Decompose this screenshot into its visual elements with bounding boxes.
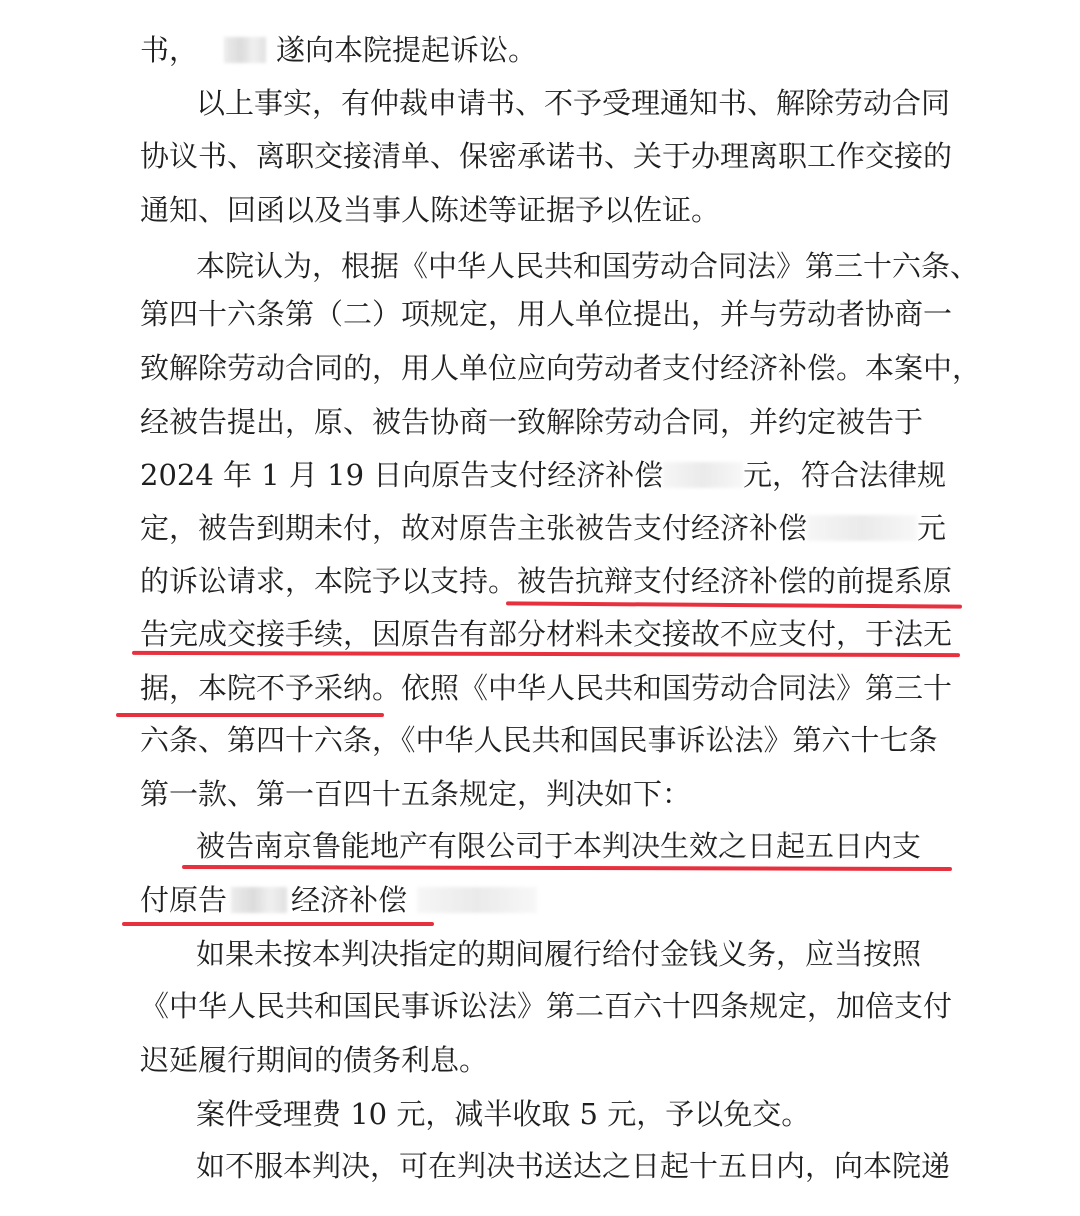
doc-line-11-text: 的诉讼请求，本院予以支持。被告抗辩支付经济补偿的前提系原 (140, 564, 953, 598)
doc-line-4-text: 通知、回函以及当事人陈述等证据予以佐证。 (140, 193, 721, 227)
doc-line-5 (196, 246, 980, 286)
doc-line-15 (140, 774, 946, 814)
doc-line-10 (140, 508, 946, 548)
red-underline (182, 865, 952, 871)
doc-line-7 (140, 348, 982, 388)
doc-line-21-text: 案件受理费 10 元，减半收取 5 元，予以免交。 (196, 1097, 811, 1131)
doc-line-17 (140, 880, 946, 920)
doc-line-2 (196, 83, 951, 123)
doc-line-16 (196, 826, 946, 866)
doc-line-18-text: 如果未按本判决指定的期间履行给付金钱义务，应当按照 (196, 937, 922, 971)
doc-line-7-text: 致解除劳动合同的，用人单位应向劳动者支付经济补偿。本案中， (140, 351, 982, 385)
doc-line-17-part-2: 经济补偿 (291, 883, 408, 917)
doc-line-19-text: 《中华人民共和国民事诉讼法》第二百六十四条规定，加倍支付 (140, 989, 953, 1023)
doc-line-10-part-2: 元 (916, 511, 946, 545)
redacted-name (231, 887, 287, 913)
doc-line-13-text: 据，本院不予采纳。依照《中华人民共和国劳动合同法》第三十 (140, 671, 953, 705)
red-underline (506, 601, 962, 608)
doc-line-20 (140, 1040, 946, 1080)
doc-line-9-part-2: 元，符合法律规 (742, 458, 946, 492)
redacted-name (224, 37, 266, 63)
doc-line-19 (140, 986, 953, 1026)
doc-line-21 (196, 1094, 946, 1134)
redacted-amount (417, 887, 537, 913)
doc-line-17-part-1: 付原告 (140, 883, 228, 917)
doc-line-14 (140, 720, 946, 760)
doc-line-1 (140, 30, 946, 70)
doc-line-12-text: 告完成交接手续，因原告有部分材料未交接故不应支付，于法无 (140, 617, 953, 651)
redacted-amount (663, 462, 743, 488)
doc-line-4 (140, 190, 946, 230)
red-underline (122, 922, 434, 926)
doc-line-12 (140, 614, 953, 654)
doc-line-22 (196, 1146, 951, 1186)
redacted-amount (807, 515, 917, 541)
red-underline (116, 713, 384, 717)
doc-line-8 (140, 402, 946, 442)
doc-line-3-text: 协议书、离职交接清单、保密承诺书、关于办理离职工作交接的 (140, 139, 953, 173)
doc-line-5-text: 本院认为，根据《中华人民共和国劳动合同法》第三十六条、 (196, 249, 980, 283)
doc-line-10-part-1: 定，被告到期未付，故对原告主张被告支付经济补偿 (140, 511, 808, 545)
doc-line-8-text: 经被告提出，原、被告协商一致解除劳动合同，并约定被告于 (140, 405, 924, 439)
doc-line-11 (140, 561, 953, 601)
doc-line-14-text: 六条、第四十六条，《中华人民共和国民事诉讼法》第六十七条 (140, 723, 938, 757)
doc-line-2-text: 以上事实，有仲裁申请书、不予受理通知书、解除劳动合同 (196, 86, 951, 120)
doc-line-1-part-2: 遂向本院提起诉讼。 (276, 33, 538, 67)
doc-line-16-text: 被告南京鲁能地产有限公司于本判决生效之日起五日内支 (196, 829, 922, 863)
doc-line-20-text: 迟延履行期间的债务利息。 (140, 1043, 489, 1077)
doc-line-22-text: 如不服本判决，可在判决书送达之日起十五日内，向本院递 (196, 1149, 951, 1183)
doc-line-18 (196, 934, 946, 974)
doc-line-13 (140, 668, 953, 708)
doc-line-9-part-1: 2024 年 1 月 19 日向原告支付经济补偿 (140, 458, 664, 492)
red-underline (132, 651, 960, 657)
doc-line-9 (140, 455, 946, 495)
doc-line-1-part-1: 书， (140, 33, 199, 67)
doc-line-6 (140, 294, 953, 334)
doc-line-6-text: 第四十六条第（二）项规定，用人单位提出，并与劳动者协商一 (140, 297, 953, 331)
doc-line-3 (140, 136, 953, 176)
doc-line-15-text: 第一款、第一百四十五条规定，判决如下： (140, 777, 692, 811)
